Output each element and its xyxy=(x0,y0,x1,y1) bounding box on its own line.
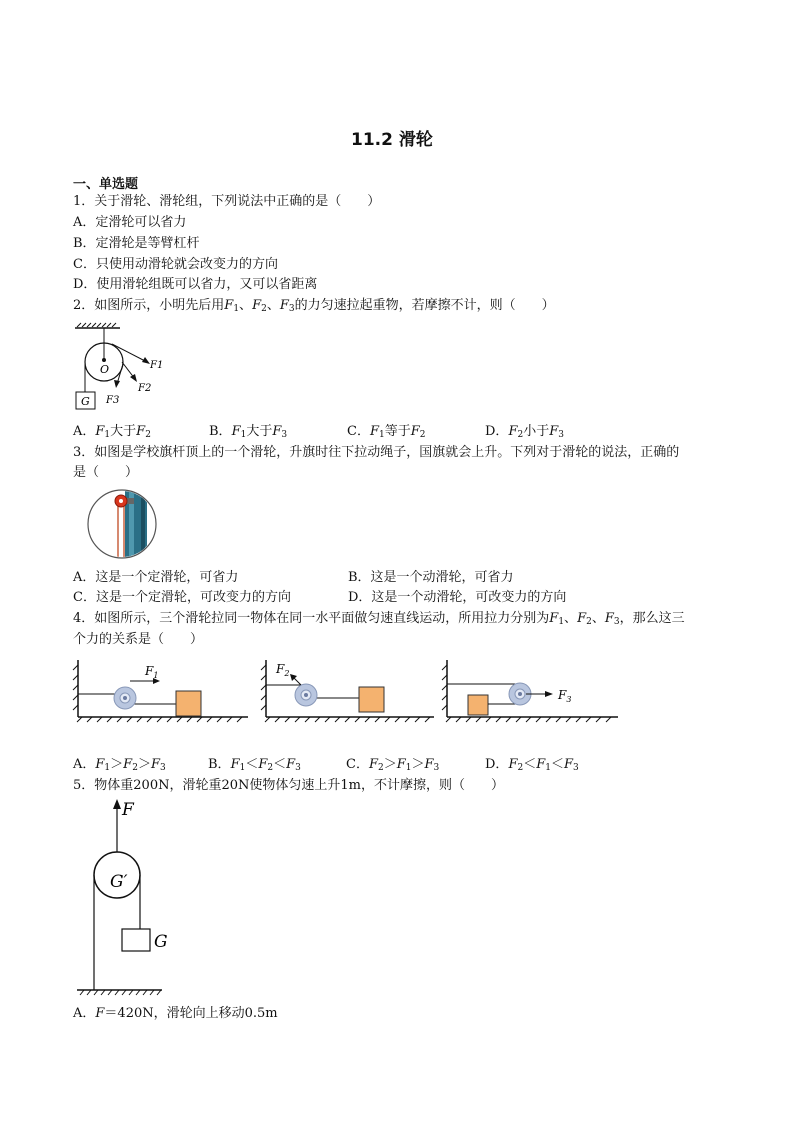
q3-option-d: D．这是一个动滑轮，可改变力的方向 xyxy=(348,590,567,605)
section-heading: 一、单选题 xyxy=(73,177,139,192)
q2-fig-label-f2: F2 xyxy=(138,383,152,394)
q4-label-f1: $F_1$ xyxy=(145,664,159,680)
q2-option-d: D．$F_2$小于$F_3$ xyxy=(485,424,564,440)
q2-pulley-figure xyxy=(70,322,180,414)
q2-option-b: B．$F_1$大于$F_3$ xyxy=(209,424,288,440)
q5-stem: 5．物体重200N，滑轮重20N使物体匀速上升1m，不计摩擦，则（ ） xyxy=(73,778,504,793)
q5-fig-label-f: F xyxy=(122,800,134,820)
q3-stem-line1: 3．如图是学校旗杆顶上的一个滑轮，升旗时往下拉动绳子，国旗就会上升。下列对于滑轮的说法，正确的 xyxy=(73,445,680,460)
q1-stem: 1．关于滑轮、滑轮组，下列说法中正确的是（ ） xyxy=(73,194,381,209)
q2-option-a: A．$F_1$大于$F_2$ xyxy=(73,424,151,440)
q2-option-c: C．$F_1$等于$F_2$ xyxy=(347,424,426,440)
q2-fig-label-g: G xyxy=(81,395,90,408)
q3-option-b: B．这是一个动滑轮，可省力 xyxy=(348,570,514,585)
q4-pulleys-figure xyxy=(70,655,630,723)
q1-option-c: C．只使用动滑轮就会改变力的方向 xyxy=(73,257,278,272)
q4-option-d: D．$F_2<F_1<F_3$ xyxy=(485,757,579,773)
q3-option-a: A．这是一个定滑轮，可省力 xyxy=(73,570,239,585)
q2-fig-label-o: O xyxy=(100,363,110,376)
q2-fig-label-f3: F3 xyxy=(106,395,120,406)
q1-option-b: B．定滑轮是等臂杠杆 xyxy=(73,236,200,251)
q4-option-a: A．$F_1>F_2>F_3$ xyxy=(73,757,166,773)
q4-panel-3 xyxy=(442,660,618,722)
q1-option-a: A．定滑轮可以省力 xyxy=(73,215,187,230)
q4-panel-1 xyxy=(73,660,248,722)
q3-flagpole-pulley-figure xyxy=(85,488,161,560)
q5-movable-pulley-figure xyxy=(72,795,212,1000)
q3-option-c: C．这是一个定滑轮，可改变力的方向 xyxy=(73,590,291,605)
q2-fig-label-f1: F1 xyxy=(150,360,164,371)
q5-fig-label-g: G xyxy=(154,932,168,952)
q4-panel-2 xyxy=(261,660,434,722)
q4-option-b: B．$F_1<F_2<F_3$ xyxy=(208,757,301,773)
q5-option-a: A．F＝420N，滑轮向上移动0.5m xyxy=(73,1006,278,1021)
q5-fig-label-gprime: G′ xyxy=(110,872,128,892)
q4-stem-line2: 个力的关系是（ ） xyxy=(73,632,204,647)
q4-stem-line1: 4．如图所示，三个滑轮拉同一物体在同一水平面做匀速直线运动，所用拉力分别为$F_1$、$F_2$、$F_3$，那么这三 xyxy=(73,611,685,627)
q4-option-c: C．$F_2>F_1>F_3$ xyxy=(346,757,440,773)
q3-stem-line2: 是（ ） xyxy=(73,465,139,480)
q4-label-f2: $F_2$ xyxy=(276,662,290,678)
page-title: 11.2 滑轮 xyxy=(351,130,433,150)
q1-option-d: D．使用滑轮组既可以省力，又可以省距离 xyxy=(73,277,318,292)
q4-label-f3: $F_3$ xyxy=(558,688,572,704)
q2-stem: 2．如图所示，小明先后用$F_1$、$F_2$、$F_3$的力匀速拉起重物，若摩擦不计，则（ ） xyxy=(73,298,555,314)
